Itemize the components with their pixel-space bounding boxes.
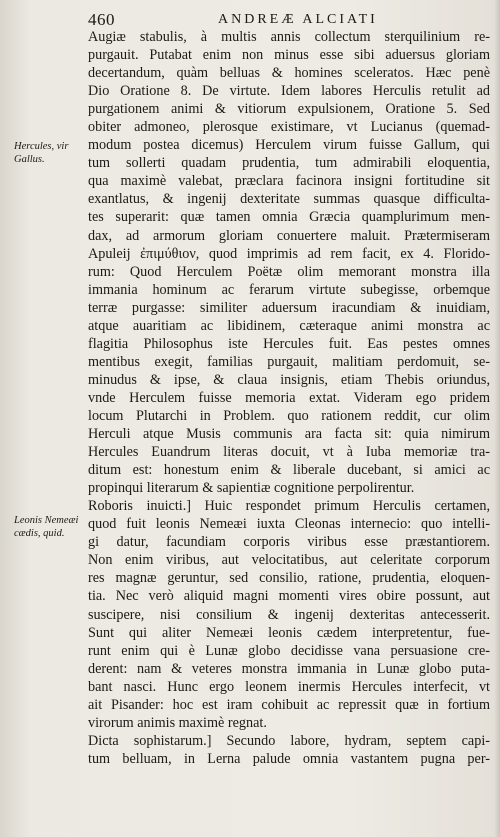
text-line: bant nasci. Hunc ergo leonem inermis Hercules interfecit, vt (88, 678, 490, 695)
text-line: Dicta sophistarum.] Secundo labore, hydram, septem capi- (88, 732, 490, 749)
text-line: tia. Nec verò aliquid magni momenti vires obire possunt, aut (88, 588, 490, 605)
text-line: Non enim viribus, aut velocitatibus, aut celeritate corporum (88, 552, 490, 569)
text-line: quod fuit leonis Nemeæi iuxta Cleonas internecio: quo intelli- (88, 516, 490, 533)
page-number: 460 (88, 10, 115, 29)
text-line: rum: Quod Herculem Poëtæ olim memorant monstra illa (88, 263, 490, 280)
text-line: Apuleij ἐπιμύθιον, quod imprimis ad rem facit, ex 4. Florido- (88, 245, 490, 262)
text-line: tum belluam, in Lerna palude omnia vastantem pugna per- (88, 750, 490, 767)
text-line: locum Plutarchi in Problem. quo rationem reddit, cur olim (88, 407, 490, 424)
text-line: flagitia Philosophus iste Hercules fuit. Eas pestes omnes (88, 335, 490, 352)
text-line: Sunt qui aliter Nemeæi leonis cædem interpretentur, fue- (88, 624, 490, 641)
text-line: virorum animis maximè regnat. (88, 714, 267, 731)
page-header (88, 10, 488, 30)
text-line: vnde Herculem fuisse memoria extat. Videram ego pridem (88, 389, 490, 406)
text-line: dax, ad armorum gloriam conuertere maluit. Prætermiseram (88, 227, 490, 244)
text-line: ait Pisander: hoc est iram cohibuit ac repressit quæ in fortium (88, 696, 490, 713)
text-line: Dio Oratione 8. De virtute. Idem labores Herculis retulit ad (88, 83, 490, 100)
text-line: immania hominum ac ferarum virtute subegisse, orbemque (88, 281, 490, 298)
text-line: mentibus exegit, familias purgauit, malitiam perdomuit, se- (88, 353, 490, 370)
page-edge-shadow (494, 0, 500, 837)
text-line: terræ purgasse: similiter aduersum iracundiam & inuidiam, (88, 299, 490, 316)
text-line: tes superarit: quæ tamen omnia Græcia quamplurimum men- (88, 209, 490, 226)
text-line: exantlatus, & ingenij dexteritate summas quasque difficulta- (88, 191, 490, 208)
text-line: Herculi atque Musis communis ara facta sit: quia nimirum (88, 426, 490, 443)
text-line: obiter admoneo, plerosque existimare, vt Lucianus (quemad- (88, 119, 490, 136)
text-line: decertandum, quàm belluas & homines sceleratos. Hæc penè (88, 65, 490, 82)
body-text (88, 28, 490, 768)
text-line: atque auaritiam ac libidinem, cæteraque animi monstra ac (88, 317, 490, 334)
text-line: qua maximè valebat, præclara facinora insigni fortitudine sit (88, 173, 490, 190)
text-line: gi datur, facundiam corporis viribus esse præstantiorem. (88, 534, 490, 551)
margin-note-leonis: Leonis Nemeæi cædis, quid. (14, 515, 79, 539)
text-line: tum sollerti quadam prudentia, tum admirabili eloquentia, (88, 155, 490, 172)
text-line: res magnæ geruntur, sed consilio, ratione, prudentia, eloquen- (88, 570, 490, 587)
text-line: Roboris inuicti.] Huic respondet primum Herculis certamen, (88, 498, 490, 515)
text-line: propinqui literarum & sapientiæ cognitione perpolirentur. (88, 480, 415, 497)
text-line: purgauit. Putabat enim non minus esse sibi aduersus gloriam (88, 47, 490, 64)
text-line: purgationem animi & vitiorum expulsionem, Oratione 5. Sed (88, 101, 490, 118)
text-line: derent: nam & veteres monstra immania in Lunæ globo puta- (88, 660, 490, 677)
text-line: minudus & ipse, & claua insignis, etiam Thebis oriundus, (88, 371, 490, 388)
text-line: Augiæ stabulis, à multis annis collectum sterquilinium re- (88, 29, 490, 45)
margin-note-hercules: Hercules, vir Gallus. (14, 141, 69, 165)
running-head: ANDREÆ ALCIATI (218, 12, 378, 27)
text-line: modum postea dicemus) Herculem virum fuisse Gallum, qui (88, 137, 490, 154)
text-line: Hercules Euandrum literas docuit, vt à Iuba memoriæ tra- (88, 444, 490, 461)
text-line: ditum est: honestum enim & liberale ducebant, si amici ac (88, 462, 490, 479)
text-line: suscipere, nisi consilium & ingenij dexteritas antecesserit. (88, 606, 490, 623)
text-line: runt enim qui è Lunæ globo decidisse vana persuasione cre- (88, 642, 490, 659)
